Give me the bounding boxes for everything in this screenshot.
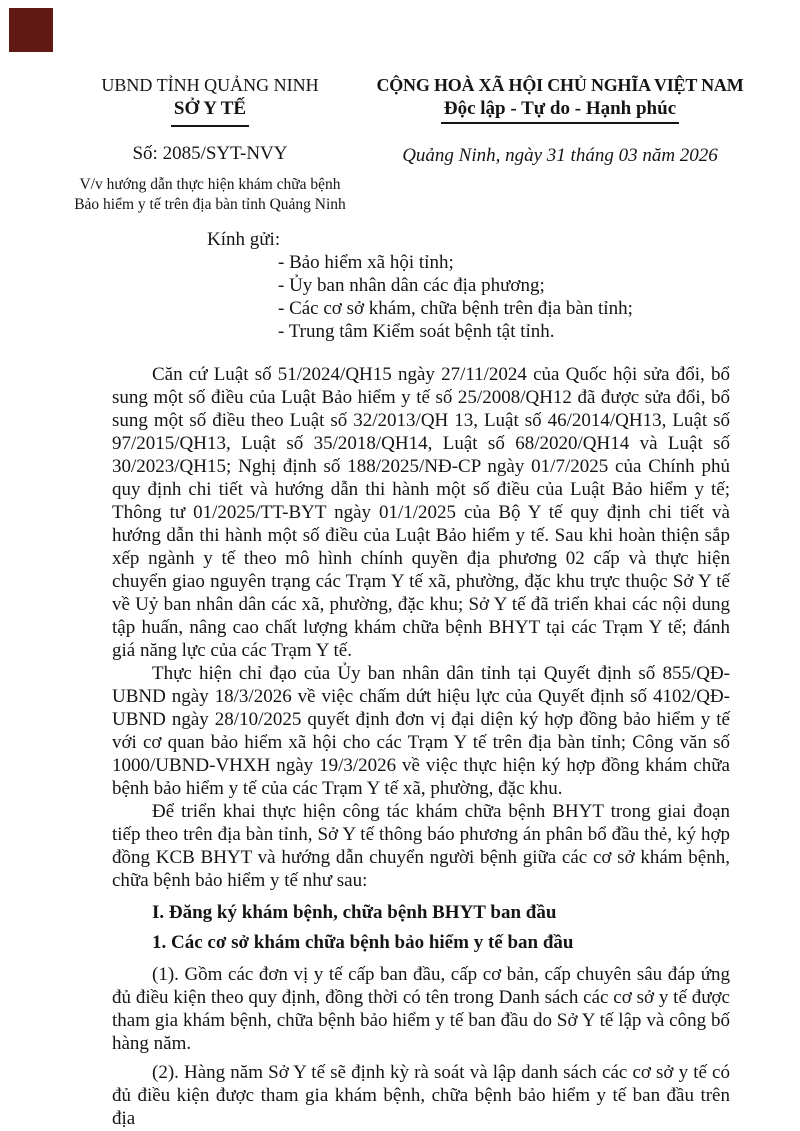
org-underline-rule <box>171 125 249 127</box>
salutation-label: Kính gửi: <box>207 229 281 250</box>
body-paragraph-item2: (2). Hàng năm Sở Y tế sẽ định kỳ rà soát và lập danh sách các cơ sở y tế có đủ điều kiện được tham gia khám bệnh, chữa bệnh bảo hiểm y tế ban đầu trên địa <box>112 1062 730 1129</box>
body-paragraph-item1: (1). Gồm các đơn vị y tế cấp ban đầu, cấp cơ bản, cấp chuyên sâu đáp ứng đủ điều kiện theo quy định, đồng thời có tên trong Danh sách các cơ sở y tế được tham gia khám bệnh, chữa bệnh bảo hiểm y tế ban đầu do Sở Y tế lập và công bố hàng năm. <box>112 964 730 1054</box>
recipient-list <box>278 251 730 343</box>
org-name: SỞ Y TẾ <box>173 98 247 119</box>
recipient-item: - Trung tâm Kiểm soát bệnh tật tỉnh. <box>278 321 555 342</box>
salutation-block <box>112 228 730 343</box>
body-paragraph-purpose: Để triển khai thực hiện công tác khám chữa bệnh BHYT trong giai đoạn tiếp theo trên địa bàn tỉnh, Sở Y tế thông báo phương án phân bổ đầu thẻ, ký hợp đồng KCB BHYT và hướng dẫn chuyển người bệnh giữa các cơ sở khám bệnh, chữa bệnh bảo hiểm y tế như sau: <box>112 801 730 891</box>
national-motto: Độc lập - Tự do - Hạnh phúc <box>441 97 679 124</box>
place-and-date: Quảng Ninh, ngày 31 tháng 03 năm 2026 <box>402 145 718 166</box>
document-subject-line2: Bảo hiểm y tế trên địa bàn tỉnh Quảng Ninh <box>74 195 346 213</box>
body-paragraph-legal-basis: Căn cứ Luật số 51/2024/QH15 ngày 27/11/2024 của Quốc hội sửa đổi, bổ sung một số điều của Luật Bảo hiểm y tế số 25/2008/QH12 đã được sửa đổi, bổ sung một số điều theo Luật số 32/2013/QH 13, Luật số 46/2014/QH13, Luật số 97/2015/QH13, Luật số 35/2018/QH14, Luật số 68/2020/QH14 và Luật số 30/2023/QH15; Nghị định số 188/2025/NĐ-CP ngày 01/7/2025 của Chính phủ quy định chi tiết và hướng dẫn thi hành một số điều của Luật Bảo hiểm y tế; Thông tư 01/2025/TT-BYT ngày 01/1/2025 của Bộ Y tế quy định chi tiết và hướng dẫn thi hành một số điều của Luật Bảo hiểm y tế. Sau khi hoàn thiện sắp xếp ngành y tế theo mô hình chính quyền địa phương 02 cấp và thực hiện chuyển giao nguyên trạng các Trạm Y tế xã, phường, đặc khu trực thuộc Sở Y tế về Uỷ ban nhân dân các xã, phường, đặc khu; Sở Y tế đã triển khai các nội dung tập huấn, nâng cao chất lượng khám chữa bệnh BHYT tại các Trạm Y tế; đánh giá năng lực của các Trạm Y tế. <box>112 364 730 661</box>
national-header-block <box>360 74 760 167</box>
document-body <box>0 228 800 1130</box>
issuing-agency-block <box>60 74 360 214</box>
section-heading-I: I. Đăng ký khám bệnh, chữa bệnh BHYT ban đầu <box>152 902 557 923</box>
document-number: Số: 2085/SYT-NVY <box>132 143 288 164</box>
recipient-item: - Bảo hiểm xã hội tỉnh; <box>278 252 454 273</box>
national-title: CỘNG HOÀ XÃ HỘI CHỦ NGHĨA VIỆT NAM <box>376 75 744 95</box>
subsection-heading-1: 1. Các cơ sở khám chữa bệnh bảo hiểm y tế ban đầu <box>152 932 574 953</box>
document-header <box>0 74 800 214</box>
national-motto-wrap <box>360 97 760 124</box>
parent-org-name: UBND TỈNH QUẢNG NINH <box>101 75 319 95</box>
corner-mark <box>9 8 53 52</box>
recipient-item: - Ủy ban nhân dân các địa phương; <box>278 275 545 296</box>
recipient-item: - Các cơ sở khám, chữa bệnh trên địa bàn tỉnh; <box>278 298 633 319</box>
body-paragraph-directives: Thực hiện chỉ đạo của Ủy ban nhân dân tỉnh tại Quyết định số 855/QĐ-UBND ngày 18/3/2026 về việc chấm dứt hiệu lực của Quyết định số 4102/QĐ-UBND ngày 28/10/2025 quyết định đơn vị đại diện ký hợp đồng bảo hiểm y tế với cơ quan bảo hiểm xã hội cho các Trạm Y tế trên địa bàn tỉnh; Công văn số 1000/UBND-VHXH ngày 19/3/2026 về việc thực hiện ký hợp đồng khám chữa bệnh bảo hiểm y tế của các Trạm Y tế xã, phường, đặc khu. <box>112 663 730 799</box>
document-subject <box>60 175 360 214</box>
document-subject-line1: V/v hướng dẫn thực hiện khám chữa bệnh <box>79 176 341 193</box>
